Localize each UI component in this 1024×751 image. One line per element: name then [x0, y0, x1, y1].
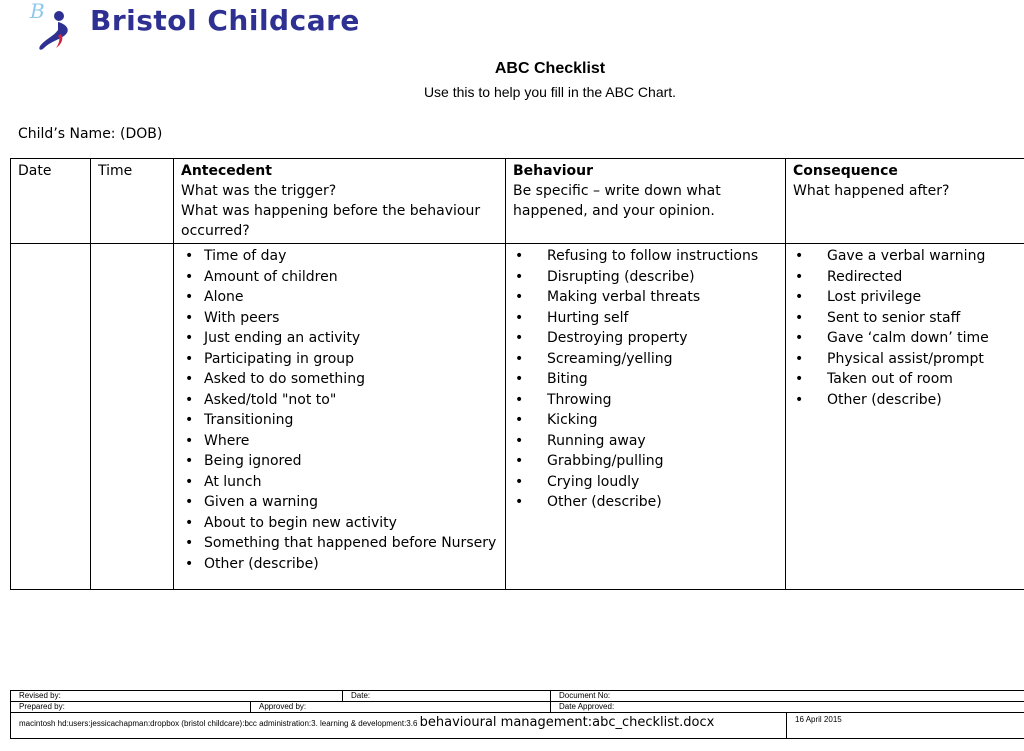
consequence-item: • Redirected — [793, 267, 1017, 288]
behaviour-item: • Destroying property — [513, 328, 778, 349]
date-approved-field: Date Approved: — [551, 702, 1024, 713]
brand-name: Bristol Childcare — [90, 4, 360, 37]
behaviour-item: • Disrupting (describe) — [513, 267, 778, 288]
antecedent-item: • About to begin new activity — [181, 513, 498, 534]
antecedent-heading: Antecedent — [181, 163, 272, 179]
date-cell — [11, 244, 91, 590]
antecedent-item: • Amount of children — [181, 267, 498, 288]
consequence-item: • Other (describe) — [793, 390, 1017, 411]
abc-table — [10, 158, 1024, 590]
file-path-name: behavioural management:abc_checklist.docx — [419, 715, 715, 730]
revised-by-field: Revised by: — [11, 691, 343, 702]
behaviour-item: • Refusing to follow instructions — [513, 246, 778, 267]
behaviour-item: • Crying loudly — [513, 472, 778, 493]
behaviour-item: • Making verbal threats — [513, 287, 778, 308]
consequence-list — [793, 246, 1017, 410]
behaviour-item: • Kicking — [513, 410, 778, 431]
file-path — [11, 713, 787, 739]
antecedent-item: • Time of day — [181, 246, 498, 267]
behaviour-item: • Other (describe) — [513, 492, 778, 513]
antecedent-question-1: What was the trigger? — [181, 183, 337, 199]
behaviour-item: • Throwing — [513, 390, 778, 411]
antecedent-item: • Asked to do something — [181, 369, 498, 390]
antecedent-item: • Given a warning — [181, 492, 498, 513]
time-cell — [91, 244, 174, 590]
antecedent-item: • Being ignored — [181, 451, 498, 472]
file-path-prefix: macintosh hd:users:jessicachapman:dropbox (bristol childcare):bcc administration:3. learning & development:3.6 — [19, 719, 420, 728]
antecedent-item: • With peers — [181, 308, 498, 329]
antecedent-header — [174, 159, 506, 244]
antecedent-item: • Just ending an activity — [181, 328, 498, 349]
antecedent-item: • Where — [181, 431, 498, 452]
document-footer — [10, 690, 1024, 739]
child-name-label: Child’s Name: (DOB) — [18, 126, 163, 142]
antecedent-item: • Participating in group — [181, 349, 498, 370]
consequence-item: • Physical assist/prompt — [793, 349, 1017, 370]
behaviour-list — [513, 246, 778, 513]
consequence-cell — [786, 244, 1024, 590]
antecedent-item: • Transitioning — [181, 410, 498, 431]
page-title: ABC Checklist — [494, 60, 606, 77]
consequence-item: • Sent to senior staff — [793, 308, 1017, 329]
bristol-childcare-logo — [28, 0, 78, 54]
behaviour-header — [506, 159, 786, 244]
behaviour-cell — [506, 244, 786, 590]
behaviour-item: • Biting — [513, 369, 778, 390]
behaviour-heading: Behaviour — [513, 163, 593, 179]
antecedent-item: • At lunch — [181, 472, 498, 493]
consequence-item: • Gave ‘calm down’ time — [793, 328, 1017, 349]
approved-by-field: Approved by: — [251, 702, 551, 713]
date-header: Date — [11, 159, 91, 244]
antecedent-item: • Asked/told "not to" — [181, 390, 498, 411]
page-subtitle: Use this to help you fill in the ABC Chart. — [423, 84, 677, 100]
consequence-heading: Consequence — [793, 163, 898, 179]
behaviour-item: • Grabbing/pulling — [513, 451, 778, 472]
consequence-item: • Gave a verbal warning — [793, 246, 1017, 267]
behaviour-instruction: Be specific – write down what happened, and your opinion. — [513, 183, 721, 219]
antecedent-item: • Other (describe) — [181, 554, 498, 575]
document-no-field: Document No: — [551, 691, 1024, 702]
consequence-item: • Taken out of room — [793, 369, 1017, 390]
behaviour-item: • Screaming/yelling — [513, 349, 778, 370]
consequence-header — [786, 159, 1024, 244]
antecedent-question-2: What was happening before the behaviour occurred? — [181, 203, 481, 239]
table-body-row — [11, 244, 1024, 590]
behaviour-item: • Hurting self — [513, 308, 778, 329]
prepared-by-field: Prepared by: — [11, 702, 251, 713]
antecedent-item: • Alone — [181, 287, 498, 308]
logo-letter: B — [30, 0, 45, 23]
antecedent-cell — [174, 244, 506, 590]
document-date: 16 April 2015 — [787, 713, 1024, 739]
antecedent-item: • Something that happened before Nursery — [181, 533, 498, 554]
consequence-question: What happened after? — [793, 183, 950, 199]
consequence-item: • Lost privilege — [793, 287, 1017, 308]
behaviour-item: • Running away — [513, 431, 778, 452]
antecedent-list — [181, 246, 498, 574]
time-header: Time — [91, 159, 174, 244]
table-header-row — [11, 159, 1024, 244]
date-field: Date: — [343, 691, 551, 702]
